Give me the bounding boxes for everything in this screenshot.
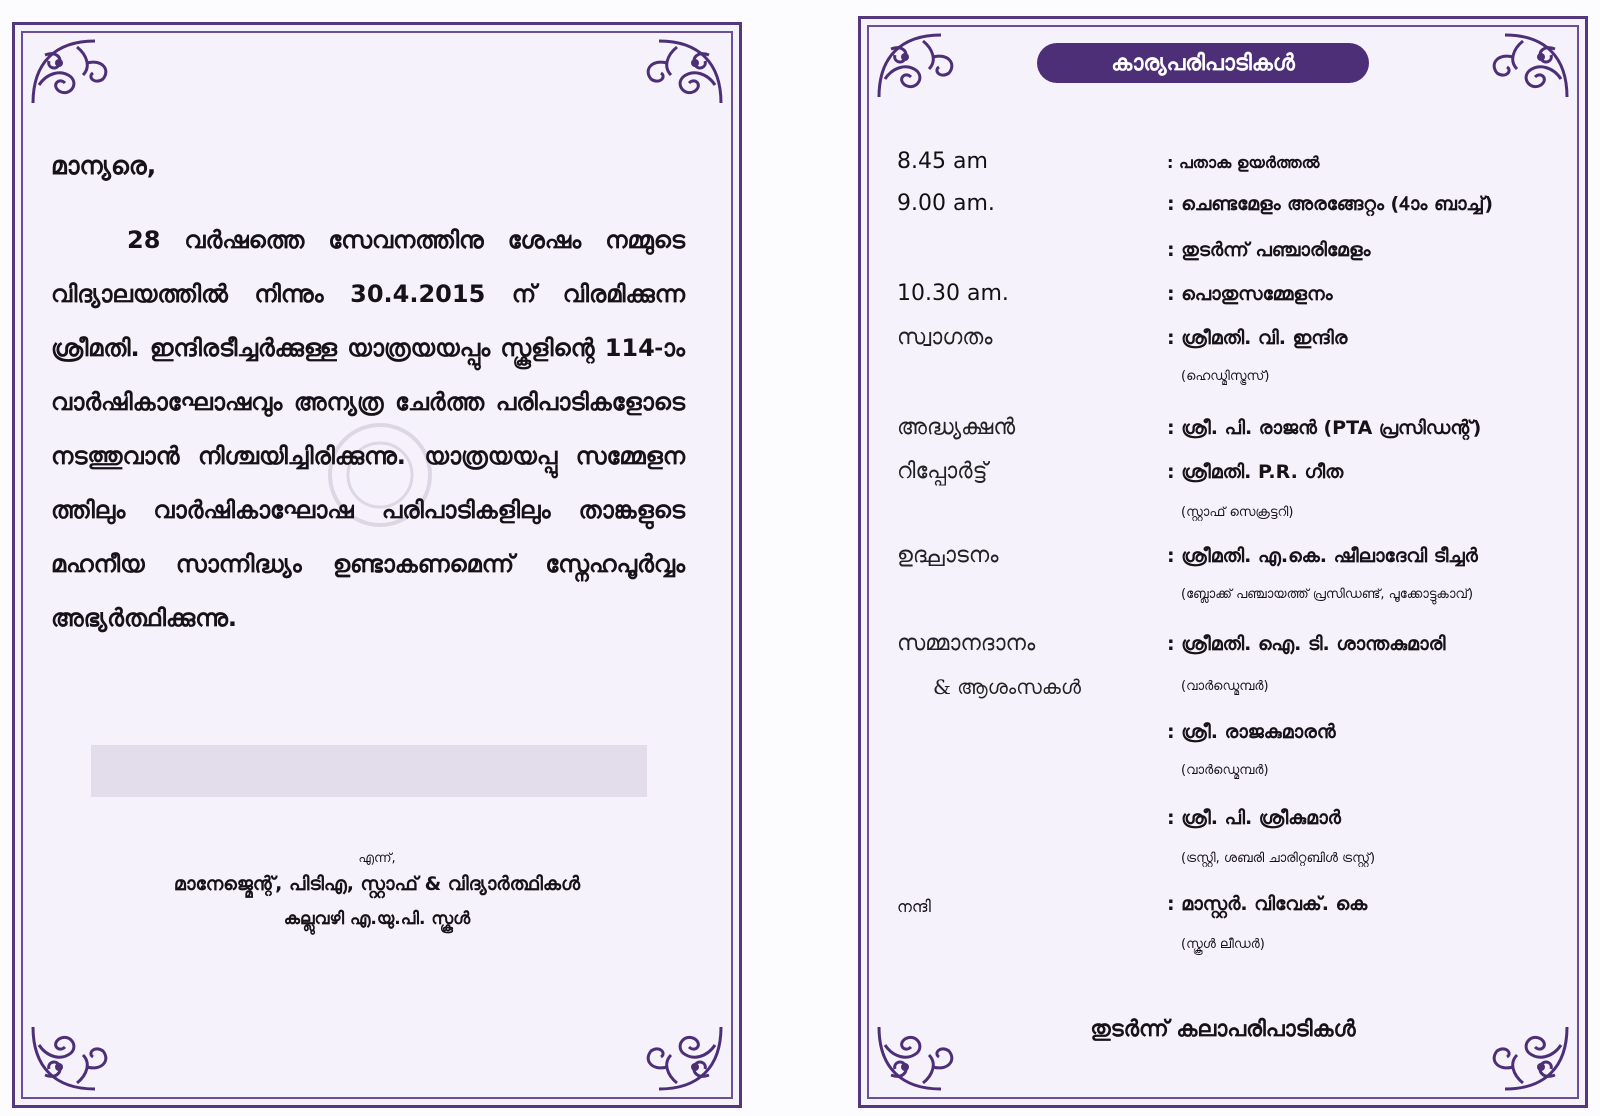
salutation: മാന്യരെ,	[51, 151, 157, 180]
programme-role: സ്വാഗതം	[897, 325, 993, 350]
programme-row	[897, 805, 1557, 866]
programme-role: നന്ദി	[897, 897, 931, 916]
programme-row	[897, 891, 1557, 952]
programme-title-pill: കാര്യപരിപാടികൾ	[1037, 43, 1369, 83]
floral-corner-icon	[25, 1005, 117, 1097]
programme-row	[897, 543, 1557, 602]
sign-off-prefix: എന്ന്,	[358, 851, 396, 866]
programme-time: 9.00 am.	[897, 191, 995, 216]
programme-row	[897, 325, 1557, 384]
programme-designation: (ട്രസ്റ്റി, ശബരി ചാരിറ്റബിൾ ട്രസ്റ്റ്)	[1181, 851, 1376, 866]
sign-off-groups: മാനേജ്മെന്റ്, പിടിഎ, സ്റ്റാഫ് & വിദ്യാർത്ഥികൾ	[173, 873, 581, 895]
programme-item: : ശ്രീമതി. ഐ. ടി. ശാന്തകുമാരി	[1167, 633, 1446, 655]
programme-designation: (ഹെഡ്മിസ്ട്രസ്)	[1181, 369, 1270, 384]
programme-designation: (വാർഡ്മെമ്പർ)	[1181, 679, 1269, 694]
programme-card	[858, 16, 1588, 1108]
show-through-band	[91, 745, 647, 797]
programme-role: അദ്ധ്യക്ഷൻ	[897, 415, 1016, 440]
closing-note: തുടർന്ന് കലാപരിപാടികൾ	[1090, 1017, 1356, 1042]
programme-item: : ചെണ്ടമേളം അരങ്ങേറ്റം (4ാം ബാച്ച്)	[1167, 193, 1494, 215]
programme-item: : ശ്രീമതി. വി. ഇന്ദിര	[1167, 327, 1348, 349]
programme-designation: (വാർഡ്മെമ്പർ)	[1181, 763, 1269, 778]
floral-corner-icon	[637, 1005, 729, 1097]
programme-item: : മാസ്റ്റർ. വിവേക്. കെ	[1167, 893, 1368, 915]
programme-item: : ശ്രീ. രാജകുമാരൻ	[1167, 721, 1336, 743]
programme-row	[897, 459, 1557, 520]
programme-item: : ശ്രീമതി. എ.കെ. ഷീലാദേവി ടീച്ചർ	[1167, 545, 1478, 567]
programme-role: റിപ്പോർട്ട്	[897, 459, 988, 484]
programme-item: : ശ്രീമതി. P.R. ഗീത	[1167, 461, 1344, 483]
programme-role: ഉദ്ഘാടനം	[897, 543, 999, 568]
programme-item: : ശ്രീ. പി. രാജൻ (PTA പ്രസിഡന്റ്)	[1167, 417, 1482, 439]
programme-row	[897, 237, 1557, 277]
programme-row	[897, 191, 1557, 231]
programme-role: & ആശംസകൾ	[933, 675, 1081, 699]
invitation-letter-body: 28 വർഷത്തെ സേവനത്തിനു ശേഷം നമ്മുടെ വിദ്യാലയത്തിൽ നിന്നും 30.4.2015 ന് വിരമിക്കുന്ന ശ്രീമതി. ഇന്ദിരടീച്ചർക്കുള്ള യാത്രയയപ്പും സ്കൂളിന്റെ 114-ാം വാർഷികാഘോഷവും അന്യത്ര ചേർത്ത പരിപാടികളോടെ നടത്തുവാൻ നിശ്ചയിച്ചിരിക്കുന്നു. യാത്രയയപ്പു സമ്മേളന ത്തിലും വാർഷികാഘോഷ പരിപാടികളിലും താങ്കളുടെ മഹനീയ സാന്നിദ്ധ്യം ഉണ്ടാകണമെന്ന് സ്നേഹപൂർവ്വം അഭ്യർത്ഥിക്കുന്നു.	[51, 226, 685, 632]
programme-row	[897, 631, 1557, 671]
floral-corner-icon	[637, 33, 729, 125]
programme-row	[897, 149, 1557, 189]
programme-designation: (സ്കൂൾ ലീഡർ)	[1181, 937, 1265, 952]
programme-role: സമ്മാനദാനം	[897, 631, 1036, 656]
programme-time: 8.45 am	[897, 149, 988, 174]
programme-designation: (ബ്ലോക്ക് പഞ്ചായത്ത് പ്രസിഡണ്ട്, പൂക്കോട്ടുകാവ്)	[1181, 587, 1474, 602]
programme-designation: (സ്റ്റാഫ് സെക്രട്ടറി)	[1181, 505, 1294, 520]
programme-time: 10.30 am.	[897, 281, 1009, 306]
programme-row	[897, 675, 1557, 715]
sign-off-school: കല്ലുവഴി എ.യു.പി. സ്കൂൾ	[283, 909, 471, 929]
programme-item: : പതാക ഉയർത്തൽ	[1167, 153, 1320, 172]
programme-item: : ശ്രീ. പി. ശ്രീകുമാർ	[1167, 807, 1341, 829]
invitation-letter-card	[12, 22, 742, 1108]
programme-row	[897, 719, 1557, 778]
programme-row	[897, 415, 1557, 455]
programme-item: : പൊതുസമ്മേളനം	[1167, 283, 1333, 305]
programme-list	[861, 19, 1585, 1105]
floral-corner-icon	[25, 33, 117, 125]
programme-item: : തുടർന്ന് പഞ്ചാരിമേളം	[1167, 239, 1371, 261]
programme-row	[897, 281, 1557, 321]
